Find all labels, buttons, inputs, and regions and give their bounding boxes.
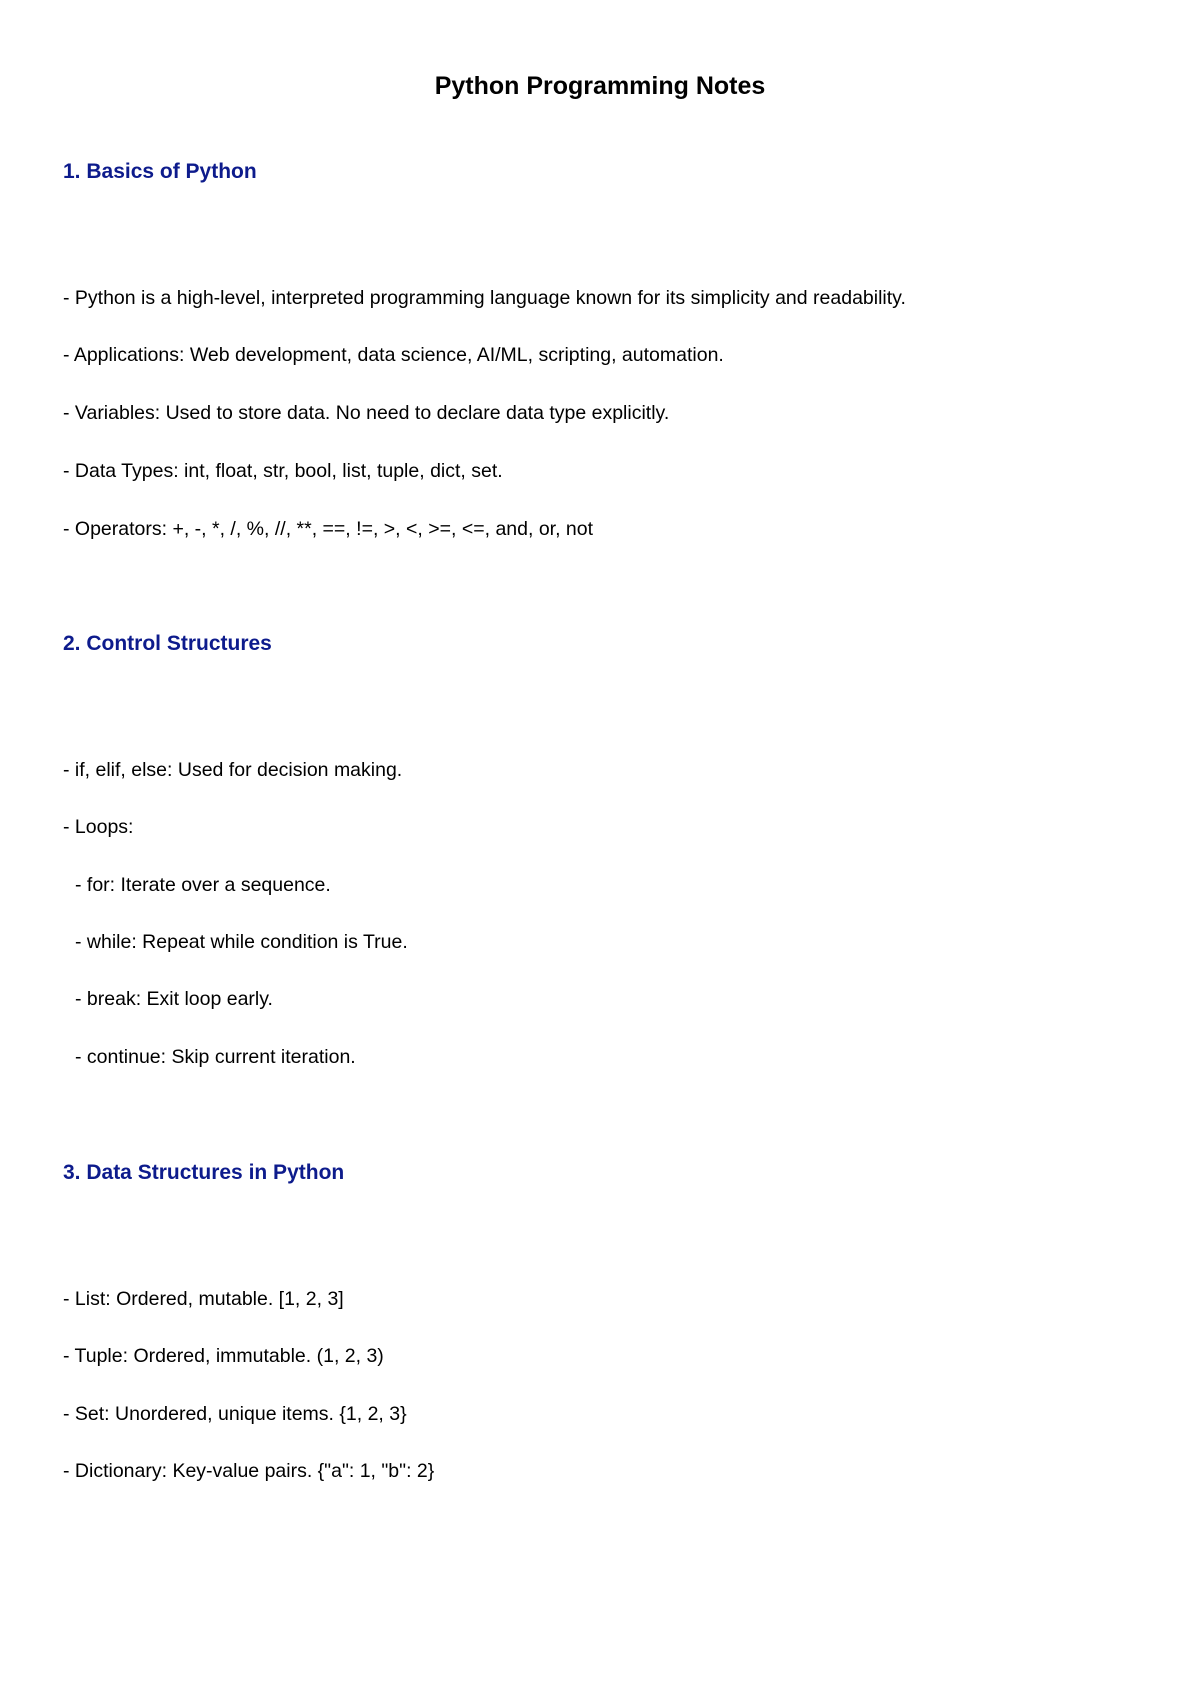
note-line: - Variables: Used to store data. No need to declare data type explicitly. — [63, 402, 670, 424]
note-line: - Set: Unordered, unique items. {1, 2, 3} — [63, 1403, 407, 1425]
note-line: - Operators: +, -, *, /, %, //, **, ==, !=, >, <, >=, <=, and, or, not — [63, 518, 594, 540]
note-subline: - while: Repeat while condition is True. — [75, 931, 408, 953]
note-line: - Python is a high-level, interpreted programming language known for its simplicity and readability. — [63, 287, 906, 309]
note-subline: - continue: Skip current iteration. — [75, 1046, 356, 1068]
note-subline: - break: Exit loop early. — [75, 988, 273, 1010]
note-line: - Data Types: int, float, str, bool, list, tuple, dict, set. — [63, 460, 503, 482]
note-line: - Applications: Web development, data science, AI/ML, scripting, automation. — [63, 344, 724, 366]
note-line: - List: Ordered, mutable. [1, 2, 3] — [63, 1288, 344, 1310]
section-heading-data-structures: 3. Data Structures in Python — [63, 1161, 345, 1184]
section-heading-basics: 1. Basics of Python — [63, 160, 257, 183]
note-line: - Dictionary: Key-value pairs. {"a": 1, "b": 2} — [63, 1460, 435, 1482]
document-title: Python Programming Notes — [434, 72, 766, 100]
note-line: - Tuple: Ordered, immutable. (1, 2, 3) — [63, 1345, 384, 1367]
section-heading-control-structures: 2. Control Structures — [63, 632, 272, 655]
note-line: - Loops: — [63, 816, 134, 838]
note-subline: - for: Iterate over a sequence. — [75, 874, 331, 896]
note-line: - if, elif, else: Used for decision making. — [63, 759, 403, 781]
